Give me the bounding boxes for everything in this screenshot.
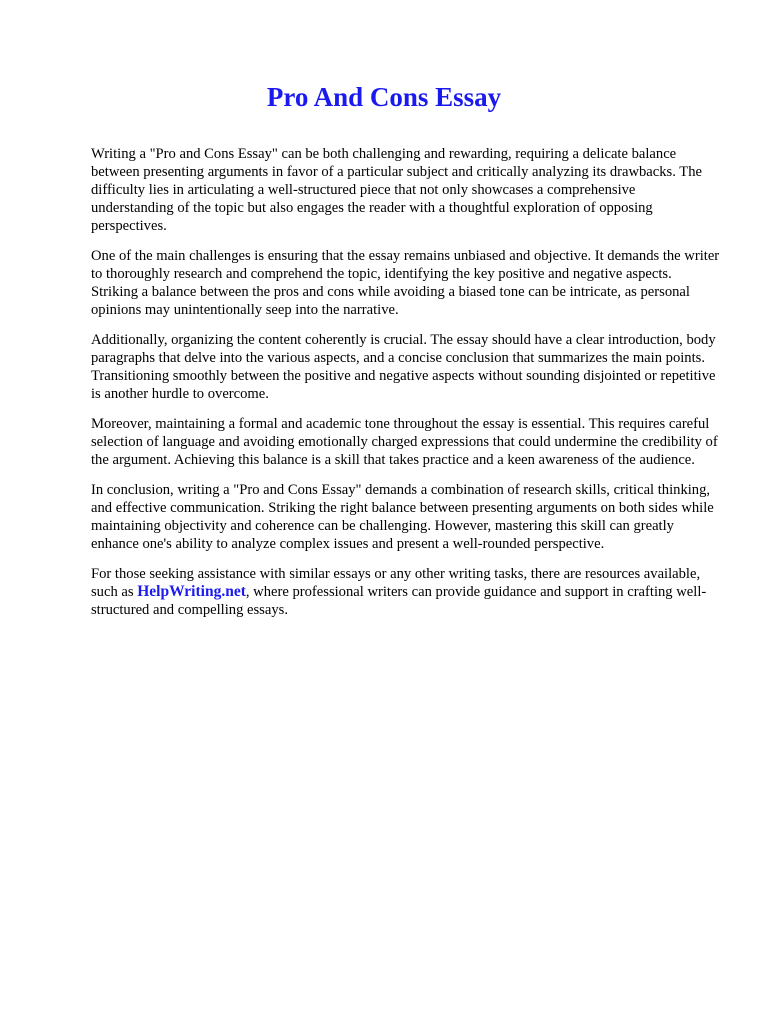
paragraph-challenges: One of the main challenges is ensuring that the essay remains unbiased and objective. It demands the writer to thoroughly research and comprehend the topic, identifying the key positive and negative aspects. Striking a balance between the pros and cons while avoiding a biased tone can be intricate, as personal opinions may unintentionally seep into the narrative.: [91, 248, 720, 318]
paragraph-intro: Writing a "Pro and Cons Essay" can be both challenging and rewarding, requiring a delicate balance between presenting arguments in favor of a particular subject and critically analyzing its drawbacks. The difficulty lies in articulating a well-structured piece that not only showcases a comprehensive understanding of the topic but also engages the reader with a thoughtful exploration of opposing perspectives.: [91, 146, 702, 234]
paragraph-organization: Additionally, organizing the content coherently is crucial. The essay should have a clear introduction, body paragraphs that delve into the various aspects, and a concise conclusion that summarizes the main points. Transitioning smoothly between the positive and negative aspects without sounding disjointed or repetitive is another hurdle to overcome.: [91, 332, 716, 402]
resources-text-before: For those seeking assistance with similar essays or any other writing tasks, there are resources available, such as: [91, 566, 701, 600]
resources-text-after: , where professional writers can provide guidance and support in crafting well-structured and compelling essays.: [91, 584, 707, 618]
paragraph-conclusion: In conclusion, writing a "Pro and Cons Essay" demands a combination of research skills, critical thinking, and effective communication. Striking the right balance between presenting arguments on both sides while maintaining objectivity and coherence can be challenging. However, mastering this skill can greatly enhance one's ability to analyze complex issues and present a well-rounded perspective.: [91, 482, 714, 552]
paragraph-tone: Moreover, maintaining a formal and academic tone throughout the essay is essential. This requires careful selection of language and avoiding emotionally charged expressions that could undermine the credibility of the argument. Achieving this balance is a skill that takes practice and a keen awareness of the audience.: [91, 416, 718, 468]
document-title: Pro And Cons Essay: [266, 82, 502, 112]
helpwriting-link[interactable]: HelpWriting.net: [137, 583, 246, 600]
document-body: [91, 145, 721, 631]
paragraph-resources: [91, 565, 721, 619]
